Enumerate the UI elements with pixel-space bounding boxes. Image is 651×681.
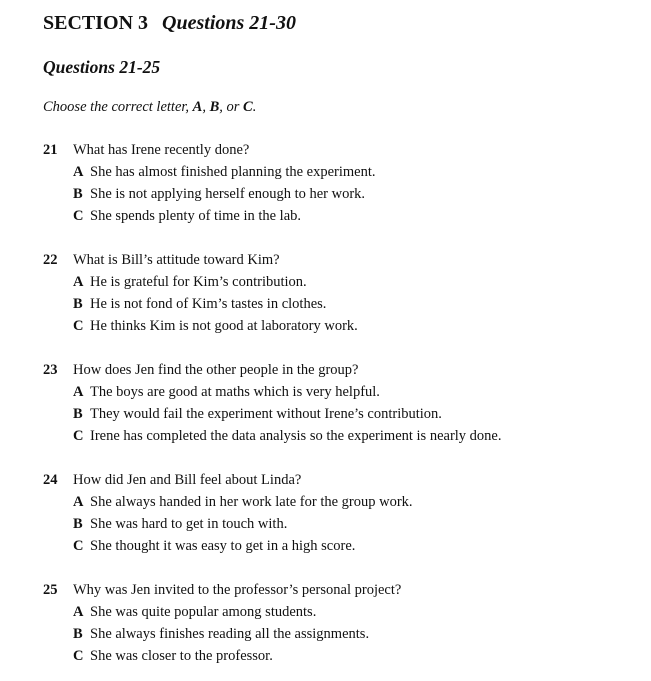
question-group-title: Questions 21-25 [43,57,161,77]
option-b[interactable] [43,295,633,317]
question-number: 25 [43,582,58,598]
option-text: She always finishes reading all the assignments. [90,626,370,642]
option-c[interactable] [43,537,633,559]
option-text: He is grateful for Kim’s contribution. [90,274,307,290]
option-a[interactable] [43,603,633,625]
option-text: The boys are good at maths which is very helpful. [90,384,380,400]
question-text: Why was Jen invited to the professor’s personal project? [73,582,402,598]
question-22 [43,251,633,339]
option-b[interactable] [43,625,633,647]
option-letter: C [73,208,84,224]
instruction-separator-2: , or [219,99,240,115]
instruction-letter-b: B [209,99,220,115]
option-c[interactable] [43,207,633,229]
question-text: What has Irene recently done? [73,142,250,158]
instruction-letter-a: A [192,99,203,115]
instruction-prefix: Choose the correct letter, [43,99,190,115]
instruction-end: . [252,99,257,115]
option-text: She thought it was easy to get in a high score. [90,538,356,554]
question-24 [43,471,633,559]
option-b[interactable] [43,405,633,427]
option-letter: B [73,186,83,202]
option-text: She was quite popular among students. [90,604,317,620]
question-number: 24 [43,472,58,488]
option-letter: C [73,648,84,664]
option-a[interactable] [43,493,633,515]
question-23 [43,361,633,449]
option-text: She was hard to get in touch with. [90,516,288,532]
question-number: 23 [43,362,58,378]
question-number: 21 [43,142,58,158]
option-text: She spends plenty of time in the lab. [90,208,302,224]
question-stem [43,471,633,493]
instruction-letter-c: C [243,99,253,115]
option-a[interactable] [43,163,633,185]
option-text: He is not fond of Kim’s tastes in clothes. [90,296,327,312]
option-letter: B [73,516,83,532]
option-letter: C [73,538,84,554]
option-text: She has almost finished planning the experiment. [90,164,376,180]
option-b[interactable] [43,185,633,207]
option-letter: C [73,318,84,334]
section-range: Questions 21-30 [162,12,296,34]
question-stem [43,361,633,383]
option-a[interactable] [43,273,633,295]
option-letter: A [73,164,84,180]
option-c[interactable] [43,317,633,339]
option-text: She was closer to the professor. [90,648,273,664]
option-text: She always handed in her work late for the group work. [90,494,413,510]
option-letter: A [73,274,84,290]
question-25 [43,581,633,669]
instruction-separator-1: , [202,99,206,115]
option-c[interactable] [43,427,633,449]
section-title [43,12,296,35]
question-text: How does Jen find the other people in the group? [73,362,359,378]
option-text: She is not applying herself enough to her work. [90,186,366,202]
option-letter: C [73,428,84,444]
option-letter: A [73,604,84,620]
question-stem [43,581,633,603]
option-a[interactable] [43,383,633,405]
question-text: How did Jen and Bill feel about Linda? [73,472,302,488]
instruction-text [43,99,256,116]
option-b[interactable] [43,515,633,537]
section-label: SECTION 3 [43,12,149,34]
question-number: 22 [43,252,58,268]
option-text: He thinks Kim is not good at laboratory work. [90,318,358,334]
question-text: What is Bill’s attitude toward Kim? [73,252,280,268]
option-letter: A [73,494,84,510]
option-text: They would fail the experiment without Irene’s contribution. [90,406,442,422]
question-21 [43,141,633,229]
option-letter: B [73,296,83,312]
question-stem [43,141,633,163]
option-text: Irene has completed the data analysis so the experiment is nearly done. [90,428,502,444]
option-letter: B [73,626,83,642]
option-letter: B [73,406,83,422]
option-letter: A [73,384,84,400]
question-stem [43,251,633,273]
option-c[interactable] [43,647,633,669]
